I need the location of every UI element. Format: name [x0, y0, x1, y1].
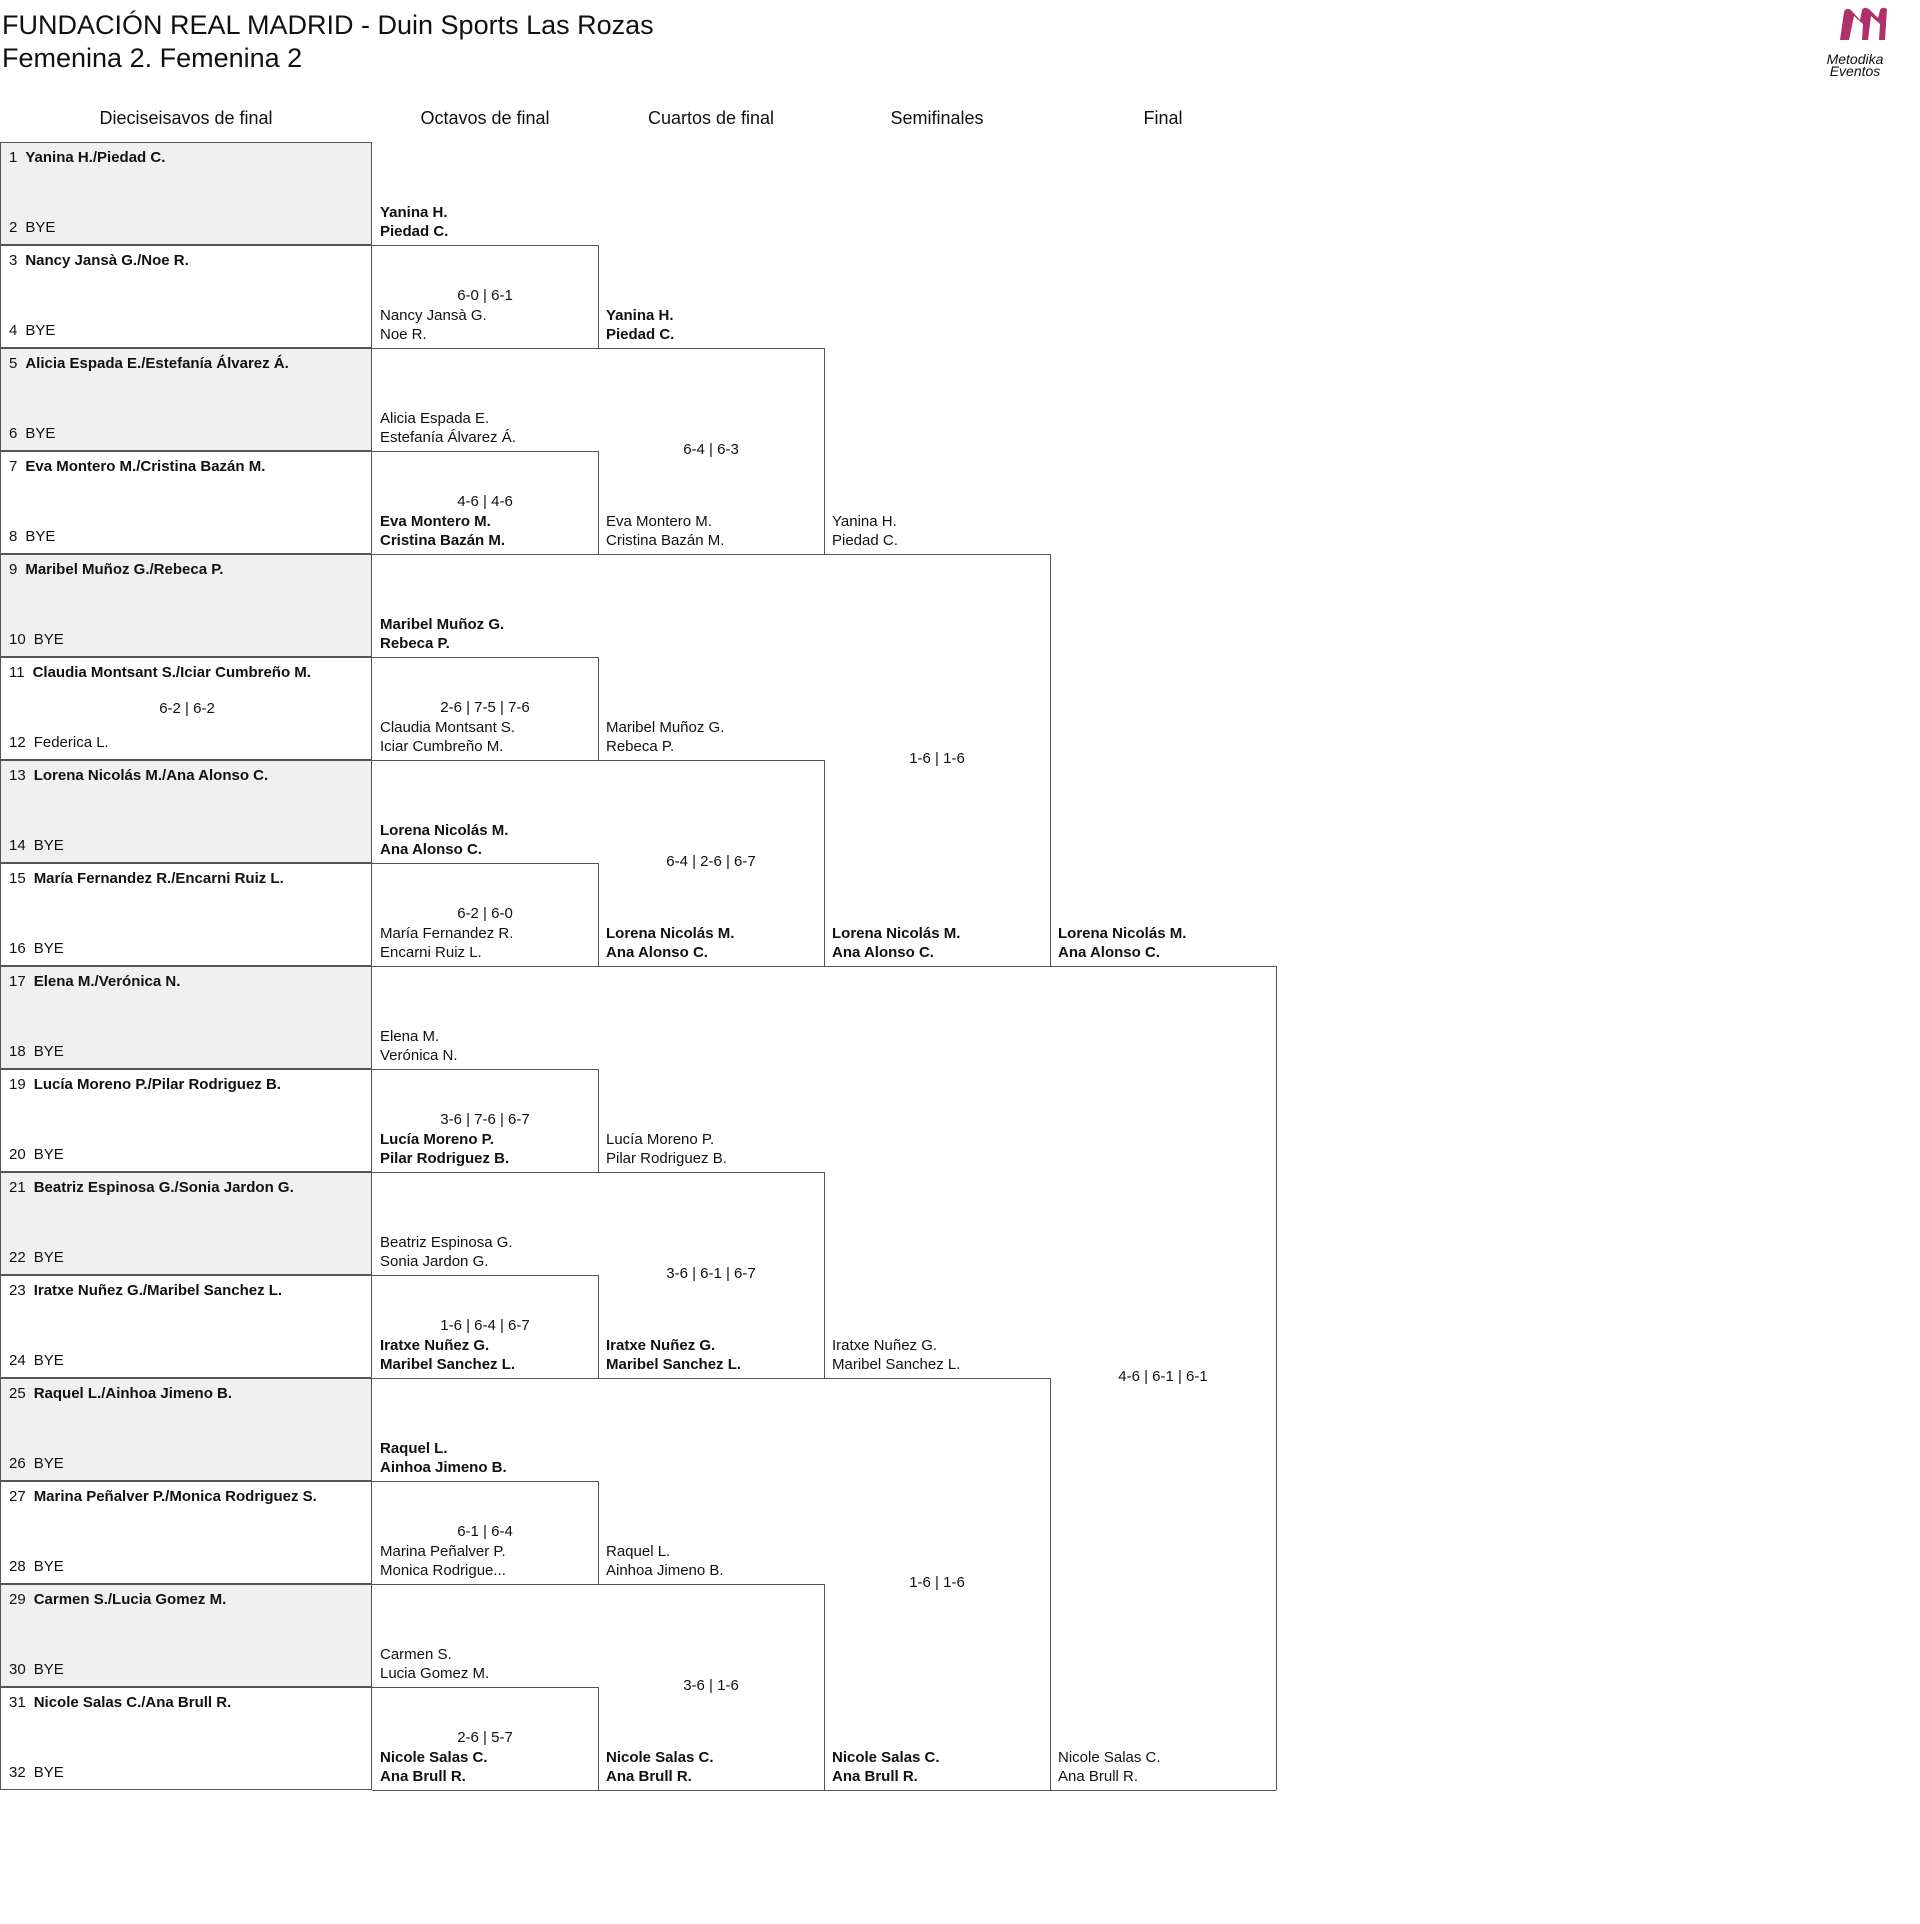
player-name: Rebeca P.: [380, 635, 450, 652]
bracket-entry: [1058, 1748, 1284, 1786]
bracket-entry: [380, 203, 606, 241]
seed-number: 32: [9, 1764, 26, 1781]
seed-number: 21: [9, 1179, 26, 1196]
player-name: Lorena Nicolás M.: [606, 925, 735, 942]
seed-number: 5: [9, 355, 18, 372]
seed-number: 1: [9, 149, 18, 166]
team-name: BYE: [33, 1455, 64, 1472]
bracket-line: [598, 348, 824, 349]
player-name: Iratxe Nuñez G.: [832, 1337, 938, 1354]
bracket-entry: [606, 306, 832, 344]
seed-number: 26: [9, 1455, 26, 1472]
match-score: 6-2 | 6-2: [159, 700, 215, 717]
bracket-entry: [606, 1542, 832, 1580]
bracket-line: [824, 554, 1050, 555]
round-header: Cuartos de final: [647, 108, 775, 128]
player-name: Ana Alonso C.: [606, 944, 708, 961]
match-score: 1-6 | 6-4 | 6-7: [440, 1316, 530, 1334]
player-name: Cristina Bazán M.: [380, 532, 506, 549]
entry-top: [9, 870, 284, 887]
team-name: BYE: [33, 1558, 64, 1575]
seed-number: 10: [9, 631, 26, 648]
player-name: Yanina H.: [832, 513, 897, 530]
bracket-entry: [606, 1130, 832, 1168]
entry-bottom: [9, 219, 55, 236]
bracket-line: [824, 1790, 1050, 1791]
bracket-line: [598, 554, 824, 555]
bracket-line: [598, 966, 824, 967]
bracket-line: [824, 966, 1050, 967]
bracket-line: [372, 348, 598, 349]
seed-number: 18: [9, 1043, 26, 1060]
bracket-entry: [380, 512, 606, 550]
player-name: Lorena Nicolás M.: [832, 925, 961, 942]
player-name: Iratxe Nuñez G.: [606, 1337, 716, 1354]
bracket-entry: [380, 1542, 606, 1580]
bracket-line: [824, 760, 825, 966]
seed-number: 22: [9, 1249, 26, 1266]
team-name: Nicole Salas C./Ana Brull R.: [33, 1694, 232, 1711]
team-name: Lorena Nicolás M./Ana Alonso C.: [33, 767, 269, 784]
bracket-entry: [380, 306, 606, 344]
team-name: BYE: [33, 940, 64, 957]
team-name: BYE: [33, 1249, 64, 1266]
bracket-line: [372, 1275, 598, 1276]
match-score: 6-4 | 2-6 | 6-7: [666, 853, 756, 870]
bracket-entry: [380, 615, 606, 653]
bracket-line: [824, 348, 825, 554]
team-name: Nancy Jansà G./Noe R.: [25, 252, 189, 269]
bracket-line: [598, 1275, 599, 1378]
player-name: Iratxe Nuñez G.: [380, 1337, 490, 1354]
team-name: Lucía Moreno P./Pilar Rodriguez B.: [33, 1076, 281, 1093]
match-slot: [0, 1481, 372, 1584]
entry-top: [9, 561, 223, 578]
bracket-line: [824, 1172, 825, 1378]
logo-text-line1: Metodika: [1826, 51, 1884, 67]
round-header: Semifinales: [890, 108, 984, 128]
seed-number: 30: [9, 1661, 26, 1678]
entry-top: [9, 1179, 294, 1196]
team-name: Maribel Muñoz G./Rebeca P.: [25, 561, 224, 578]
bracket-entry: [380, 718, 606, 756]
round-header: Final: [1143, 108, 1183, 128]
entry-top: [9, 355, 289, 372]
team-name: Marina Peñalver P./Monica Rodriguez S.: [33, 1488, 317, 1505]
player-name: Marina Peñalver P.: [380, 1543, 506, 1560]
bracket-entry: [380, 1336, 606, 1374]
match-slot: [0, 1172, 372, 1275]
match-slot: [0, 451, 372, 554]
team-name: Alicia Espada E./Estefanía Álvarez Á.: [25, 355, 289, 372]
entry-top: [9, 664, 311, 681]
match-score: 1-6 | 1-6: [909, 1574, 965, 1591]
player-name: Encarni Ruiz L.: [380, 944, 482, 961]
entry-top: [9, 458, 265, 475]
bracket-entry: [380, 1748, 606, 1786]
player-name: Maribel Muñoz G.: [606, 719, 725, 736]
player-name: Elena M.: [380, 1028, 440, 1045]
seed-number: 12: [9, 734, 26, 751]
player-name: Eva Montero M.: [606, 513, 712, 530]
seed-number: 31: [9, 1694, 26, 1711]
seed-number: 20: [9, 1146, 26, 1163]
round-header: Octavos de final: [420, 108, 550, 128]
entry-bottom: [9, 1661, 64, 1678]
bracket-line: [372, 657, 598, 658]
player-name: Nicole Salas C.: [832, 1749, 940, 1766]
player-name: Eva Montero M.: [380, 513, 491, 530]
seed-number: 17: [9, 973, 26, 990]
entry-bottom: [9, 1043, 64, 1060]
team-name: Elena M./Verónica N.: [33, 973, 181, 990]
team-name: BYE: [33, 631, 64, 648]
player-name: Nancy Jansà G.: [380, 307, 487, 324]
bracket-line: [598, 1069, 599, 1172]
player-name: Maribel Muñoz G.: [380, 616, 505, 633]
bracket-line: [372, 245, 598, 246]
player-name: Maribel Sanchez L.: [380, 1356, 516, 1373]
entry-top: [9, 973, 180, 990]
match-score: 4-6 | 6-1 | 6-1: [1118, 1368, 1208, 1385]
entry-top: [9, 1694, 231, 1711]
player-name: Verónica N.: [380, 1047, 458, 1064]
bracket-line: [824, 1378, 1050, 1379]
player-name: Noe R.: [380, 326, 427, 343]
bracket-line: [372, 966, 598, 967]
match-score: 6-2 | 6-0: [457, 904, 513, 922]
entry-top: [9, 252, 189, 269]
bracket-entry: [1058, 924, 1284, 962]
match-slot: [0, 1275, 372, 1378]
player-name: Piedad C.: [832, 532, 898, 549]
seed-number: 8: [9, 528, 18, 545]
player-name: Maribel Sanchez L.: [832, 1356, 961, 1373]
player-name: Estefanía Álvarez Á.: [380, 429, 516, 446]
bracket-entry: [380, 1645, 606, 1683]
seed-number: 16: [9, 940, 26, 957]
team-name: BYE: [33, 1146, 64, 1163]
player-name: Lucía Moreno P.: [380, 1131, 494, 1148]
player-name: Ana Alonso C.: [832, 944, 934, 961]
bracket-line: [598, 1790, 824, 1791]
bracket-entry: [380, 1130, 606, 1168]
entry-bottom: [9, 528, 55, 545]
player-name: Raquel L.: [380, 1440, 448, 1457]
player-name: Beatriz Espinosa G.: [380, 1234, 513, 1251]
match-score: 4-6 | 4-6: [457, 492, 513, 510]
bracket-line: [372, 1687, 598, 1688]
player-name: Ainhoa Jimeno B.: [606, 1562, 724, 1579]
bracket-entry: [380, 1439, 606, 1477]
player-name: Raquel L.: [606, 1543, 671, 1560]
bracket-entry: [832, 1748, 1058, 1786]
entry-top: [9, 767, 268, 784]
metodika-logo: [1800, 4, 1910, 84]
entry-bottom: [9, 1455, 64, 1472]
team-name: BYE: [33, 1043, 64, 1060]
player-name: Ana Brull R.: [380, 1768, 466, 1785]
bracket-line: [824, 1584, 825, 1790]
player-name: Monica Rodrigue...: [380, 1562, 506, 1579]
entry-bottom: [9, 322, 55, 339]
player-name: Sonia Jardon G.: [380, 1253, 489, 1270]
team-name: Federica L.: [33, 734, 109, 751]
bracket-line: [1050, 1790, 1276, 1791]
seed-number: 23: [9, 1282, 26, 1299]
team-name: Iratxe Nuñez G./Maribel Sanchez L.: [33, 1282, 283, 1299]
match-slot: [0, 966, 372, 1069]
match-score: 6-4 | 6-3: [683, 441, 739, 458]
seed-number: 28: [9, 1558, 26, 1575]
match-slot: [0, 657, 372, 760]
bracket-entry: [606, 1336, 832, 1374]
player-name: Rebeca P.: [606, 738, 675, 755]
entry-bottom: [9, 631, 64, 648]
player-name: Ainhoa Jimeno B.: [380, 1459, 507, 1476]
match-slot: [0, 1584, 372, 1687]
logo-mark-icon: [1800, 4, 1910, 48]
seed-number: 14: [9, 837, 26, 854]
bracket-line: [372, 1481, 598, 1482]
player-name: Lorena Nicolás M.: [1058, 925, 1187, 942]
bracket-entry: [380, 409, 606, 447]
entry-top: [9, 1282, 282, 1299]
team-name: Raquel L./Ainhoa Jimeno B.: [33, 1385, 233, 1402]
entry-top: [9, 149, 165, 166]
player-name: Pilar Rodriguez B.: [380, 1150, 510, 1167]
player-name: Lucía Moreno P.: [606, 1131, 715, 1148]
bracket-entry: [606, 512, 832, 550]
player-name: Cristina Bazán M.: [606, 532, 725, 549]
bracket-line: [1050, 966, 1276, 967]
bracket-entry: [832, 924, 1058, 962]
bracket-line: [598, 1584, 824, 1585]
player-name: Lorena Nicolás M.: [380, 822, 509, 839]
bracket-line: [598, 657, 599, 760]
bracket-entry: [606, 1748, 832, 1786]
player-name: María Fernandez R.: [380, 925, 514, 942]
team-name: Yanina H./Piedad C.: [25, 149, 166, 166]
match-score: 3-6 | 7-6 | 6-7: [440, 1110, 530, 1128]
player-name: Ana Brull R.: [606, 1768, 692, 1785]
team-name: BYE: [33, 1764, 64, 1781]
bracket-line: [372, 1790, 598, 1791]
match-slot: [0, 348, 372, 451]
bracket-line: [598, 245, 599, 348]
bracket-line: [1050, 1378, 1051, 1790]
team-name: BYE: [33, 1352, 64, 1369]
bracket-line: [372, 1172, 598, 1173]
team-name: BYE: [25, 425, 56, 442]
seed-number: 9: [9, 561, 18, 578]
bracket-line: [372, 760, 598, 761]
seed-number: 24: [9, 1352, 26, 1369]
bracket-entry: [380, 1233, 606, 1271]
bracket-line: [372, 554, 598, 555]
player-name: Maribel Sanchez L.: [606, 1356, 742, 1373]
team-name: Beatriz Espinosa G./Sonia Jardon G.: [33, 1179, 294, 1196]
seed-number: 27: [9, 1488, 26, 1505]
logo-text-line2: Eventos: [1829, 63, 1881, 79]
match-slot: [0, 245, 372, 348]
player-name: Nicole Salas C.: [606, 1749, 714, 1766]
entry-top: [9, 1076, 281, 1093]
bracket-line: [372, 863, 598, 864]
entry-bottom: [9, 1352, 64, 1369]
seed-number: 7: [9, 458, 18, 475]
match-score: 3-6 | 1-6: [683, 1677, 739, 1694]
entry-bottom: [9, 1249, 64, 1266]
entry-bottom: [9, 425, 55, 442]
bracket-line: [1050, 554, 1051, 966]
match-slot: [0, 1069, 372, 1172]
player-name: Lucia Gomez M.: [380, 1665, 490, 1682]
team-name: BYE: [33, 1661, 64, 1678]
bracket-line: [1276, 966, 1277, 1790]
bracket-line: [372, 1378, 598, 1379]
match-score: 2-6 | 5-7: [457, 1728, 513, 1746]
match-score: 6-1 | 6-4: [457, 1522, 513, 1540]
bracket-entry: [832, 1336, 1058, 1374]
team-name: Carmen S./Lucia Gomez M.: [33, 1591, 227, 1608]
bracket-entry: [832, 512, 1058, 550]
entry-bottom: [9, 734, 109, 751]
bracket-line: [598, 863, 599, 966]
match-score: 1-6 | 1-6: [909, 750, 965, 767]
match-slot: [0, 554, 372, 657]
entry-bottom: [9, 1558, 64, 1575]
seed-number: 25: [9, 1385, 26, 1402]
match-slot: [0, 863, 372, 966]
seed-number: 2: [9, 219, 18, 236]
entry-top: [9, 1591, 226, 1608]
player-name: Alicia Espada E.: [380, 410, 490, 427]
bracket-line: [598, 1172, 824, 1173]
player-name: Ana Alonso C.: [1058, 944, 1160, 961]
seed-number: 19: [9, 1076, 26, 1093]
bracket-line: [598, 760, 824, 761]
seed-number: 15: [9, 870, 26, 887]
team-name: BYE: [25, 528, 56, 545]
bracket-entry: [606, 718, 832, 756]
player-name: Iciar Cumbreño M.: [380, 738, 504, 755]
match-slot: [0, 1378, 372, 1481]
bracket-line: [598, 451, 599, 554]
entry-bottom: [9, 837, 64, 854]
bracket-line: [372, 1584, 598, 1585]
bracket-entry: [380, 821, 606, 859]
team-name: Eva Montero M./Cristina Bazán M.: [25, 458, 266, 475]
match-score: 3-6 | 6-1 | 6-7: [666, 1265, 756, 1282]
entry-bottom: [9, 940, 64, 957]
team-name: María Fernandez R./Encarni Ruiz L.: [33, 870, 284, 887]
match-score: 6-0 | 6-1: [457, 286, 513, 304]
player-name: Yanina H.: [380, 204, 448, 221]
seed-number: 13: [9, 767, 26, 784]
page-subtitle: Femenina 2. Femenina 2: [2, 43, 303, 73]
team-name: BYE: [33, 837, 64, 854]
seed-number: 6: [9, 425, 18, 442]
seed-number: 29: [9, 1591, 26, 1608]
player-name: Ana Brull R.: [1058, 1768, 1139, 1785]
player-name: Ana Brull R.: [832, 1768, 918, 1785]
bracket-line: [372, 1069, 598, 1070]
entry-top: [9, 1488, 317, 1505]
player-name: Piedad C.: [380, 223, 449, 240]
player-name: Nicole Salas C.: [380, 1749, 488, 1766]
bracket-line: [598, 1687, 599, 1790]
player-name: Carmen S.: [380, 1646, 452, 1663]
player-name: Claudia Montsant S.: [380, 719, 516, 736]
round-header: Dieciseisavos de final: [99, 108, 273, 128]
player-name: Pilar Rodriguez B.: [606, 1150, 727, 1167]
entry-bottom: [9, 1764, 64, 1781]
player-name: Yanina H.: [606, 307, 674, 324]
bracket-entry: [380, 1027, 606, 1065]
match-slot: [0, 760, 372, 863]
team-name: Claudia Montsant S./Iciar Cumbreño M.: [32, 664, 311, 681]
page-title: FUNDACIÓN REAL MADRID - Duin Sports Las Rozas: [2, 10, 654, 40]
player-name: Piedad C.: [606, 326, 675, 343]
bracket-entry: [606, 924, 832, 962]
bracket-line: [598, 1378, 824, 1379]
match-slot: [0, 1687, 372, 1790]
team-name: BYE: [25, 219, 56, 236]
match-score: 2-6 | 7-5 | 7-6: [440, 698, 530, 716]
player-name: Nicole Salas C.: [1058, 1749, 1161, 1766]
bracket-line: [372, 451, 598, 452]
entry-top: [9, 1385, 232, 1402]
seed-number: 3: [9, 252, 18, 269]
seed-number: 11: [9, 664, 25, 681]
seed-number: 4: [9, 322, 18, 339]
entry-bottom: [9, 1146, 64, 1163]
bracket-line: [598, 1481, 599, 1584]
team-name: BYE: [25, 322, 56, 339]
bracket-entry: [380, 924, 606, 962]
match-slot: [0, 142, 372, 245]
player-name: Ana Alonso C.: [380, 841, 482, 858]
